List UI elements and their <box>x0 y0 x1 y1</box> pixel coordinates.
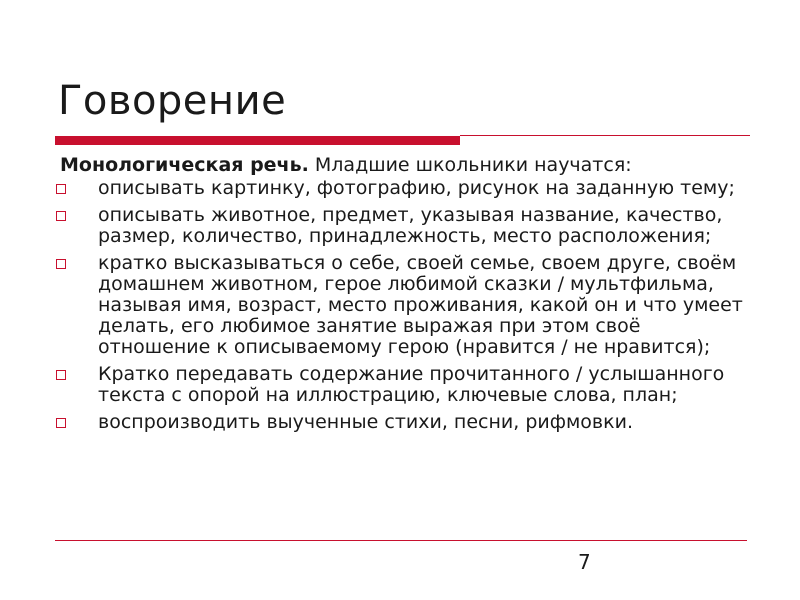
bullet-item <box>56 253 756 358</box>
square-bullet-icon <box>56 211 66 221</box>
intro-line <box>60 155 756 176</box>
bullet-text: описывать животное, предмет, указывая название, качество, размер, количество, принадлежность, место расположения; <box>98 204 723 247</box>
title-accent-bar <box>55 136 460 145</box>
title-accent-line <box>460 135 750 136</box>
bullet-text: кратко высказываться о себе, своей семье, своем друге, своём домашнем животном, герое любимой сказки / мультфильма, называя имя, возраст, место проживания, какой он и что умеет делать, его любимое занятие выражая при этом своё отношение к описываемому герою (нравится / не нравится); <box>98 252 743 358</box>
bullet-text: Кратко передавать содержание прочитанного / услышанного текста с опорой на иллюстрацию, ключевые слова, план; <box>98 363 725 406</box>
page-number: 7 <box>578 550 591 574</box>
bullet-item <box>56 178 756 199</box>
intro-heading: Монологическая речь. <box>60 154 309 176</box>
bullet-item <box>56 412 756 433</box>
footer-divider <box>55 540 747 541</box>
square-bullet-icon <box>56 370 66 380</box>
bullet-item <box>56 205 756 247</box>
slide-title: Говорение <box>58 78 287 124</box>
square-bullet-icon <box>56 184 66 194</box>
square-bullet-icon <box>56 418 66 428</box>
bullet-list <box>56 178 756 433</box>
slide-content <box>56 155 756 439</box>
bullet-text: описывать картинку, фотографию, рисунок на заданную тему; <box>98 177 735 199</box>
intro-text: Младшие школьники научатся: <box>308 154 632 176</box>
bullet-text: воспроизводить выученные стихи, песни, рифмовки. <box>98 411 633 433</box>
bullet-item <box>56 364 756 406</box>
square-bullet-icon <box>56 259 66 269</box>
